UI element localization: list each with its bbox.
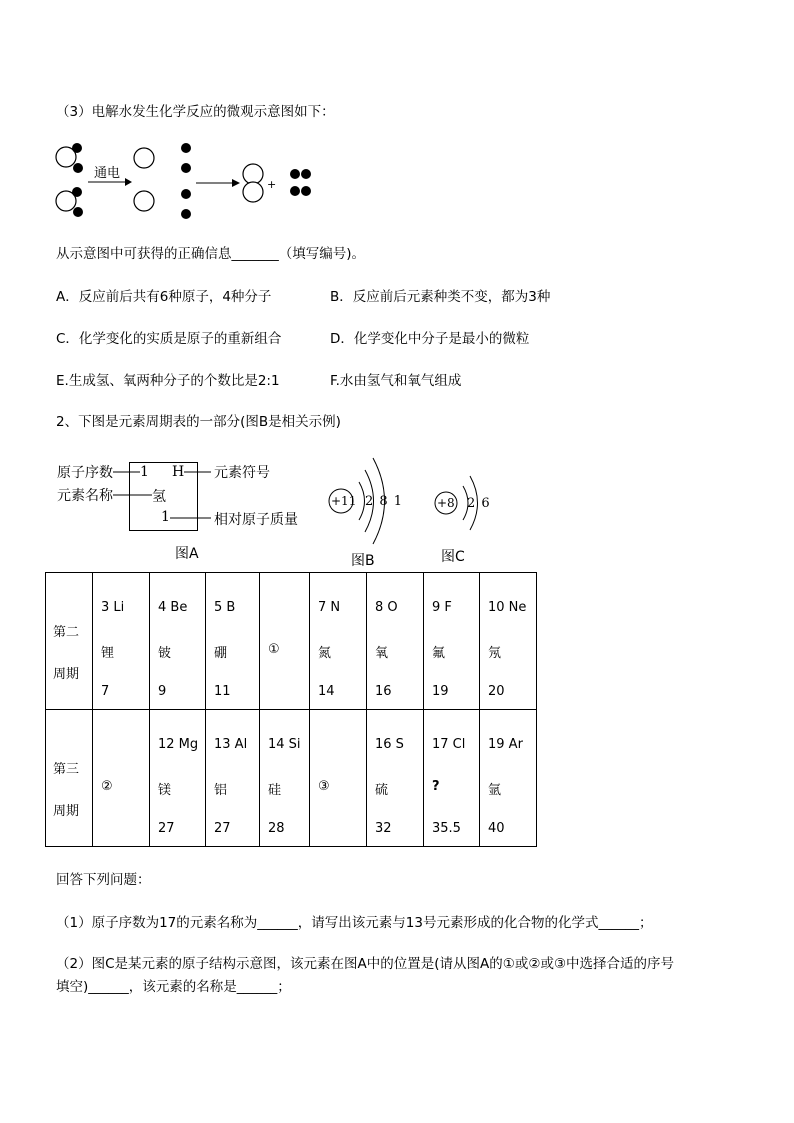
cell-top: 8 O <box>375 600 398 615</box>
cell-name: 铍 <box>158 646 172 661</box>
cell-name: 氖 <box>488 646 502 661</box>
plus-sign: + <box>267 178 277 191</box>
periodic-table <box>45 572 537 847</box>
box-name: 氢 <box>152 489 166 505</box>
option-a: A．反应前后共有6种原子，4种分子 <box>56 289 272 305</box>
cell-mass: 27 <box>158 821 175 836</box>
figure-c-nucleus: +8 <box>437 496 455 510</box>
cell-mass: 16 <box>375 684 392 699</box>
figure-c-electrons: 2 6 <box>467 496 490 511</box>
box-atomic-number: 1 <box>140 464 149 480</box>
option-c: C．化学变化的实质是原子的重新组合 <box>56 331 282 347</box>
cell-name: 硫 <box>375 783 389 798</box>
cell-top: 3 Li <box>101 600 125 615</box>
arrow-label: 通电 <box>94 166 121 181</box>
table-row <box>46 710 537 847</box>
box-symbol: H <box>172 464 185 480</box>
cell-mass: 9 <box>158 684 167 699</box>
cell-top: 5 B <box>214 600 236 615</box>
cell-top: 10 Ne <box>488 600 527 615</box>
cell-mass: 20 <box>488 684 505 699</box>
cell-name: 铝 <box>214 783 228 798</box>
figure-b-caption: 图B <box>351 553 375 569</box>
period-label: 周期 <box>53 804 80 819</box>
period-label: 第三 <box>53 762 80 777</box>
cell-placeholder: ③ <box>318 779 330 794</box>
cell-name: 硅 <box>268 783 282 798</box>
part3-title: （3）电解水发生化学反应的微观示意图如下： <box>56 104 335 120</box>
cell-top: 4 Be <box>158 600 188 615</box>
answer-heading: 回答下列问题： <box>56 872 151 888</box>
label-atomic-number: 原子序数 <box>57 465 113 481</box>
cell-mass: 40 <box>488 821 505 836</box>
cell-mass: 32 <box>375 821 392 836</box>
cell-top: 13 Al <box>214 737 248 752</box>
cell-top: 14 Si <box>268 737 301 752</box>
label-symbol: 元素符号 <box>214 465 270 481</box>
option-b: B．反应前后元素种类不变，都为3种 <box>330 289 551 305</box>
cell-top: 9 F <box>432 600 452 615</box>
question-1: （1）原子序数为17的元素名称为______，请写出该元素与13号元素形成的化合物的化学式______； <box>56 915 653 931</box>
cell-top: 7 N <box>318 600 341 615</box>
label-mass: 相对原子质量 <box>214 512 298 528</box>
cell-placeholder: ① <box>268 642 280 657</box>
cell-name: 氧 <box>375 646 389 661</box>
cell-mass: 28 <box>268 821 285 836</box>
cell-top: 19 Ar <box>488 737 523 752</box>
cell-name: ? <box>432 779 440 794</box>
cell-mass: 7 <box>101 684 110 699</box>
figure-b-nucleus: +11 <box>331 494 357 508</box>
cell-name: 硼 <box>214 646 228 661</box>
cell-mass: 19 <box>432 684 449 699</box>
figure-b-electrons: 2 8 1 <box>365 494 403 509</box>
fill-prompt: 从示意图中可获得的正确信息_______（填写编号)。 <box>56 246 366 262</box>
period-label: 第二 <box>53 625 80 640</box>
cell-mass: 35.5 <box>432 821 461 836</box>
cell-name: 氟 <box>432 646 446 661</box>
box-mass: 1 <box>161 509 170 525</box>
cell-name: 氮 <box>318 646 332 661</box>
cell-name: 氩 <box>488 783 502 798</box>
table-row <box>46 573 537 710</box>
cell-top: 16 S <box>375 737 404 752</box>
cell-top: 17 Cl <box>432 737 466 752</box>
cell-mass: 27 <box>214 821 231 836</box>
figure-a-caption: 图A <box>175 546 199 562</box>
period-label: 周期 <box>53 667 80 682</box>
cell-placeholder: ② <box>101 779 113 794</box>
question-2-line-1: （2）图C是某元素的原子结构示意图，该元素在图A中的位置是(请从图A的①或②或③中选择合适的序号 <box>56 956 675 972</box>
question-2-title: 2、下图是元素周期表的一部分(图B是相关示例) <box>56 414 341 430</box>
cell-mass: 14 <box>318 684 335 699</box>
cell-top: 12 Mg <box>158 737 199 752</box>
label-element-name: 元素名称 <box>57 488 113 504</box>
question-2-line-2: 填空)______，该元素的名称是______； <box>56 979 291 995</box>
cell-name: 镁 <box>158 783 172 798</box>
figure-c-caption: 图C <box>441 549 465 565</box>
cell-mass: 11 <box>214 684 231 699</box>
option-f: F.水由氢气和氧气组成 <box>330 373 462 389</box>
cell-name: 锂 <box>101 646 115 661</box>
option-e: E.生成氢、氧两种分子的个数比是2:1 <box>56 373 280 389</box>
option-d: D．化学变化中分子是最小的微粒 <box>330 331 530 347</box>
